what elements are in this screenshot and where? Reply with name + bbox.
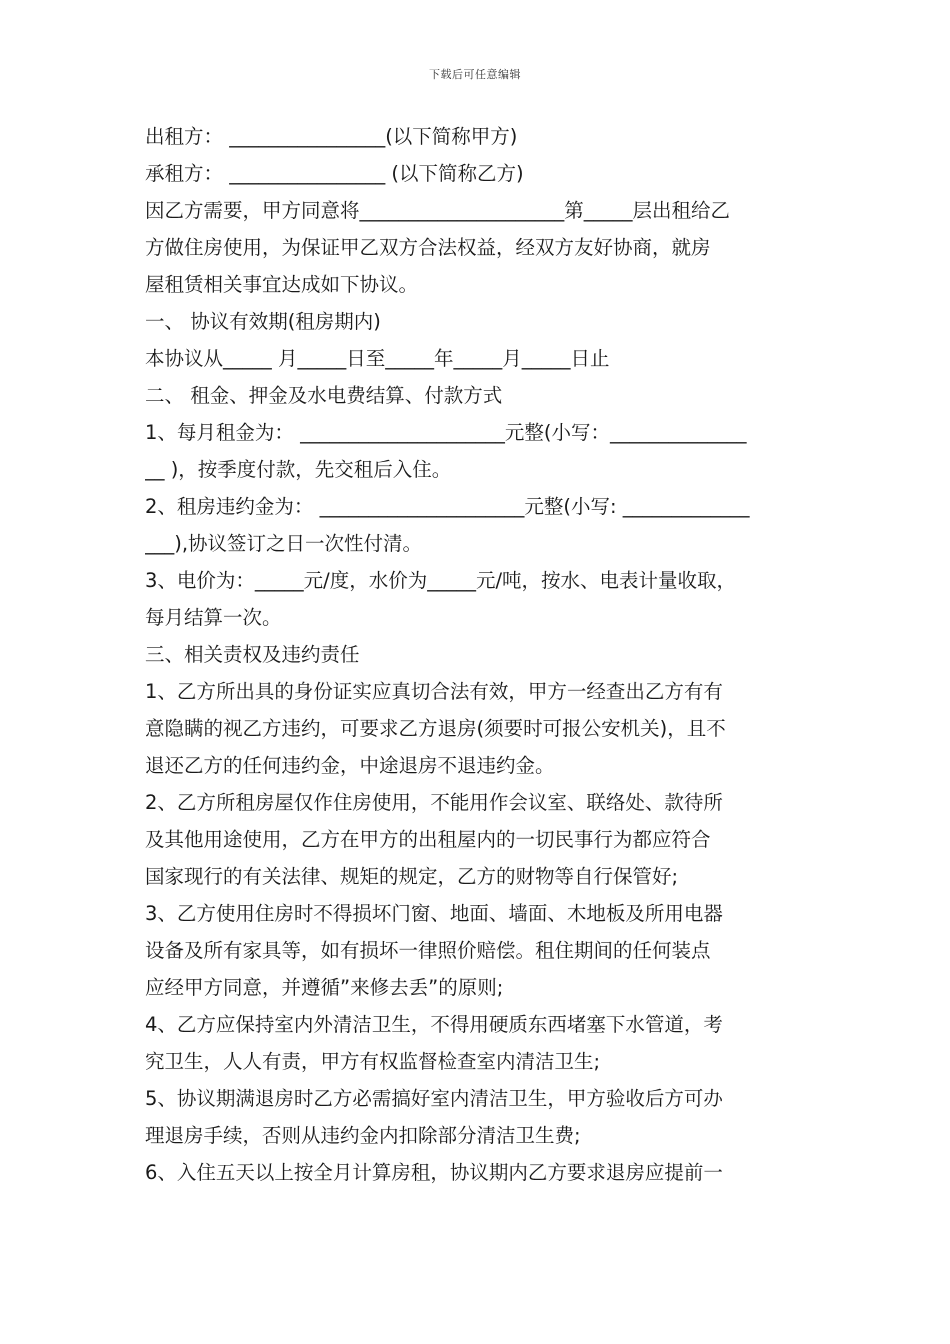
text-line: 3、乙方使用住房时不得损坏门窗、地面、墙面、木地板及所用电器 bbox=[145, 902, 723, 925]
text-line: 究卫生，人人有责，甲方有权监督检查室内清洁卫生; bbox=[145, 1050, 601, 1073]
text-line: 5、协议期满退房时乙方必需搞好室内清洁卫生，甲方验收后方可办 bbox=[145, 1087, 723, 1110]
text-line: 3、电价为：_____元/度，水价为_____元/吨，按水、电表计量收取， bbox=[145, 569, 737, 592]
document-body bbox=[145, 118, 825, 1191]
section-heading: 一、 协议有效期(租房期内) bbox=[145, 310, 381, 333]
text-line: 本协议从_____ 月_____日至_____年_____月_____日止 bbox=[145, 347, 610, 370]
text-line: ___),协议签订之日一次性付清。 bbox=[145, 532, 423, 555]
text-line: 国家现行的有关法律、规矩的规定，乙方的财物等自行保管好; bbox=[145, 865, 679, 888]
section-heading: 二、 租金、押金及水电费结算、付款方式 bbox=[145, 384, 503, 407]
text-line: __ )，按季度付款，先交租后入住。 bbox=[145, 458, 452, 481]
text-line: 设备及所有家具等，如有损坏一律照价赔偿。租住期间的任何装点 bbox=[145, 939, 711, 962]
text-line: 出租方： ________________(以下简称甲方) bbox=[145, 125, 518, 148]
text-line: 因乙方需要，甲方同意将_____________________第_____层出租给乙 bbox=[145, 199, 731, 222]
text-line: 4、乙方应保持室内外清洁卫生，不得用硬质东西堵塞下水管道，考 bbox=[145, 1013, 723, 1036]
text-line: 每月结算一次。 bbox=[145, 606, 282, 629]
text-line: 退还乙方的任何违约金，中途退房不退违约金。 bbox=[145, 754, 555, 777]
text-line: 6、入住五天以上按全月计算房租，协议期内乙方要求退房应提前一 bbox=[145, 1161, 723, 1184]
text-line: 2、乙方所租房屋仅作住房使用，不能用作会议室、联络处、款待所 bbox=[145, 791, 723, 814]
text-line: 1、乙方所出具的身份证实应真切合法有效，甲方一经查出乙方有有 bbox=[145, 680, 723, 703]
text-line: 及其他用途使用，乙方在甲方的出租屋内的一切民事行为都应符合 bbox=[145, 828, 711, 851]
text-line: 屋租赁相关事宜达成如下协议。 bbox=[145, 273, 419, 296]
text-line: 1、每月租金为： _____________________元整(小写：______________ bbox=[145, 421, 747, 444]
text-line: 2、租房违约金为： _____________________元整(小写: _____________ bbox=[145, 495, 750, 518]
text-line: 意隐瞒的视乙方违约，可要求乙方退房(须要时可报公安机关)，且不 bbox=[145, 717, 726, 740]
text-line: 理退房手续，否则从违约金内扣除部分清洁卫生费; bbox=[145, 1124, 581, 1147]
section-heading: 三、相关责权及违约责任 bbox=[145, 643, 360, 666]
text-line: 方做住房使用，为保证甲乙双方合法权益，经双方友好协商，就房 bbox=[145, 236, 711, 259]
page-header-note: 下载后可任意编辑 bbox=[429, 68, 521, 81]
text-line: 承租方： ________________ (以下简称乙方) bbox=[145, 162, 524, 185]
text-line: 应经甲方同意，并遵循”来修去丢”的原则; bbox=[145, 976, 504, 999]
